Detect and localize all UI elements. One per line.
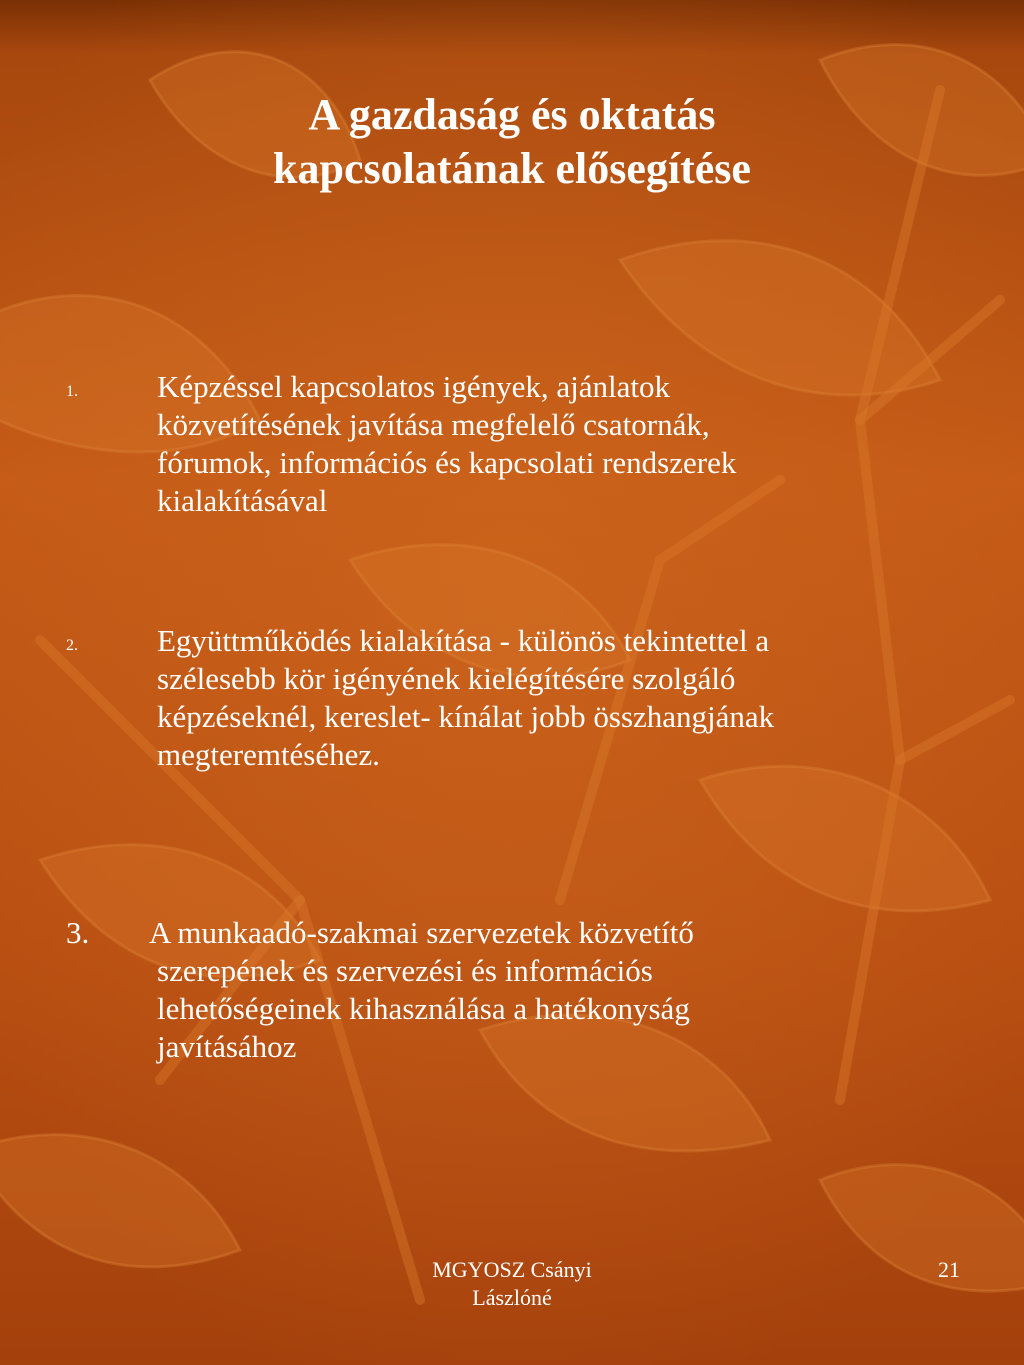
list-item-3-line-2: szerepének és szervezési és információs xyxy=(157,953,653,988)
list-number-1: 1. xyxy=(66,383,78,400)
list-item-2-text xyxy=(157,622,957,774)
list-item-1-line-4: kialakításával xyxy=(157,483,328,518)
list-item-3-line-4: javításához xyxy=(157,1029,297,1064)
list-item-3-line-3: lehetőségeinek kihasználása a hatékonyság xyxy=(157,991,690,1026)
list-item-2-line-2: szélesebb kör igényének kielégítésére szolgáló xyxy=(157,661,736,696)
slide-title xyxy=(0,88,1024,196)
title-line-1: A gazdaság és oktatás xyxy=(308,90,716,139)
list-item-2-line-1: Együttműködés kialakítása - különös tekintettel a xyxy=(157,623,770,658)
footer-line-2: Lászlóné xyxy=(472,1285,552,1310)
list-item-3-line-1: A munkaadó-szakmai szervezetek közvetítő xyxy=(149,915,694,950)
list-number-3: 3. xyxy=(66,915,90,950)
list-number-2: 2. xyxy=(66,637,78,654)
footer-line-1: MGYOSZ Csányi xyxy=(432,1257,592,1282)
page-number: 21 xyxy=(938,1257,960,1282)
title-line-2: kapcsolatának elősegítése xyxy=(273,144,751,193)
list-item-1-line-3: fórumok, információs és kapcsolati rendszerek xyxy=(157,445,737,480)
list-item-3-text xyxy=(149,914,957,1066)
list-item-1-line-1: Képzéssel kapcsolatos igények, ajánlatok xyxy=(157,369,671,404)
list-item-2-line-3: képzéseknél, kereslet- kínálat jobb összhangjának xyxy=(157,699,775,734)
list-item-1-text xyxy=(157,368,957,520)
footer-author xyxy=(362,1256,662,1312)
list-item-1-line-2: közvetítésének javítása megfelelő csatornák, xyxy=(157,407,710,442)
list-item-2-line-4: megteremtéséhez. xyxy=(157,737,380,772)
